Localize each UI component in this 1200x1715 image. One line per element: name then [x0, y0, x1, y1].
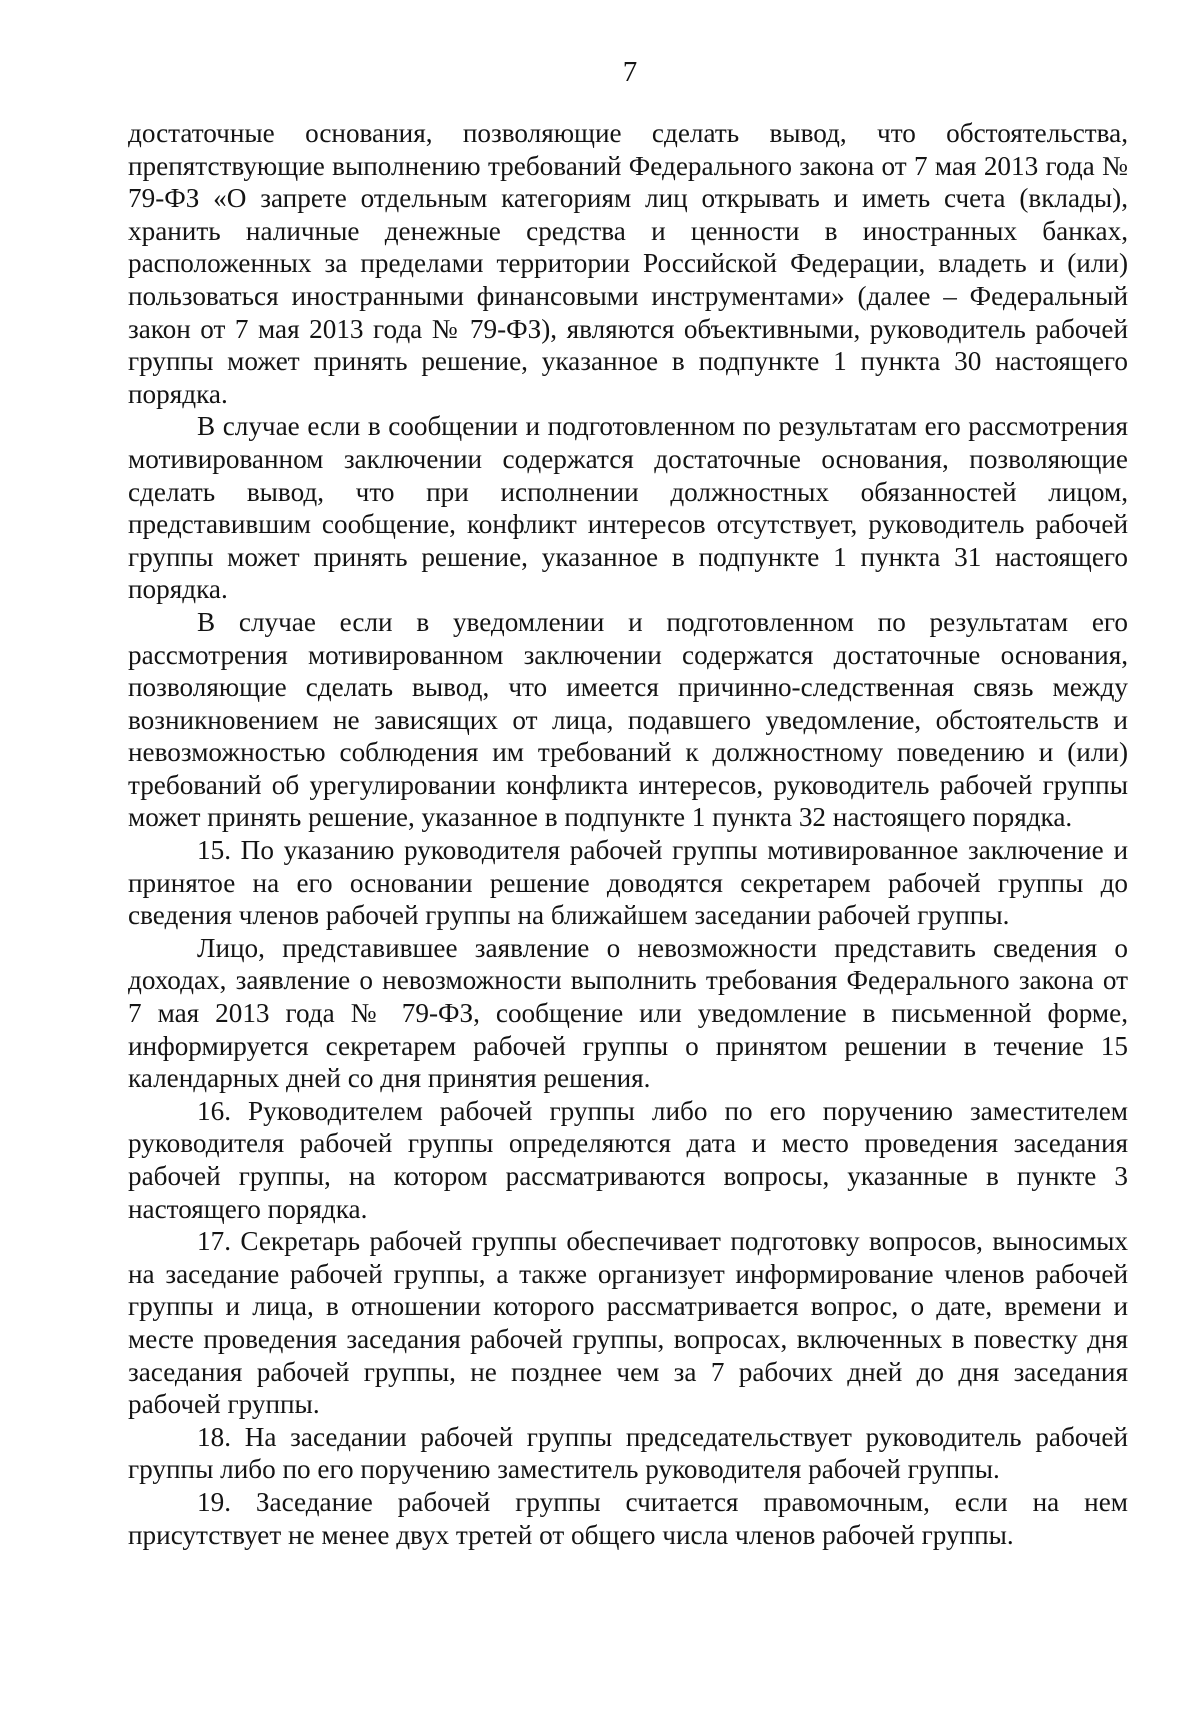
paragraph-continuation: достаточные основания, позволяющие сделать вывод, что обстоятельства, препятствующие выполнению требований Федерального закона от 7 мая 2013 года № 79-ФЗ «О запрете отдельным категориям лиц открывать и иметь счета (вклады), хранить наличные денежные средства и ценности в иностранных банках, расположенных за пределами территории Российской Федерации, владеть и (или) пользоваться иностранными финансовыми инструментами» (далее – Федеральный закон от 7 мая 2013 года № 79-ФЗ), являются объективными, руководитель рабочей группы может принять решение, указанное в подпункте 1 пункта 30 настоящего порядка. [128, 118, 1128, 409]
paragraph-notification-case: В случае если в уведомлении и подготовленном по результатам его рассмотрения мотивированном заключении содержатся достаточные основания, позволяющие сделать вывод, что имеется причинно-следственная связь между возникновением не зависящих от лица, подавшего уведомление, обстоятельств и невозможностью соблюдения им требований к должностному поведению и (или) требований об урегулировании конфликта интересов, руководитель рабочей группы может принять решение, указанное в подпункте 1 пункта 32 настоящего порядка. [128, 606, 1128, 833]
paragraph-item-16: 16. Руководителем рабочей группы либо по его поручению заместителем руководителя рабочей группы определяются дата и место проведения заседания рабочей группы, на котором рассматриваются вопросы, указанные в пункте 3 настоящего порядка. [128, 1095, 1128, 1224]
paragraph-item-18: 18. На заседании рабочей группы председательствует руководитель рабочей группы либо по его поручению заместитель руководителя рабочей группы. [128, 1421, 1128, 1485]
paragraph-report-case: В случае если в сообщении и подготовленном по результатам его рассмотрения мотивированном заключении содержатся достаточные основания, позволяющие сделать вывод, что при исполнении должностных обязанностей лицом, представившим сообщение, конфликт интересов отсутствует, руководитель рабочей группы может принять решение, указанное в подпункте 1 пункта 31 настоящего порядка. [128, 411, 1128, 605]
paragraph-item-15: 15. По указанию руководителя рабочей группы мотивированное заключение и принятое на его основании решение доводятся секретарем рабочей группы до сведения членов рабочей группы на ближайшем заседании рабочей группы. [128, 835, 1128, 931]
page-number: 7 [622, 56, 638, 88]
paragraph-item-19: 19. Заседание рабочей группы считается правомочным, если на нем присутствует не менее двух третей от общего числа членов рабочей группы. [128, 1486, 1128, 1550]
paragraph-item-17: 17. Секретарь рабочей группы обеспечивает подготовку вопросов, выносимых на заседание рабочей группы, а также организует информирование членов рабочей группы и лица, в отношении которого рассматривается вопрос, о дате, времени и месте проведения заседания рабочей группы, вопросах, включенных в повестку дня заседания рабочей группы, не позднее чем за 7 рабочих дней до дня заседания рабочей группы. [128, 1226, 1128, 1420]
document-body [128, 117, 1128, 1551]
paragraph-item-15-informing: Лицо, представившее заявление о невозможности представить сведения о доходах, заявление о невозможности выполнить требования Федерального закона от 7 мая 2013 года № 79-ФЗ, сообщение или уведомление в письменной форме, информируется секретарем рабочей группы о принятом решении в течение 15 календарных дней со дня принятия решения. [128, 932, 1128, 1094]
